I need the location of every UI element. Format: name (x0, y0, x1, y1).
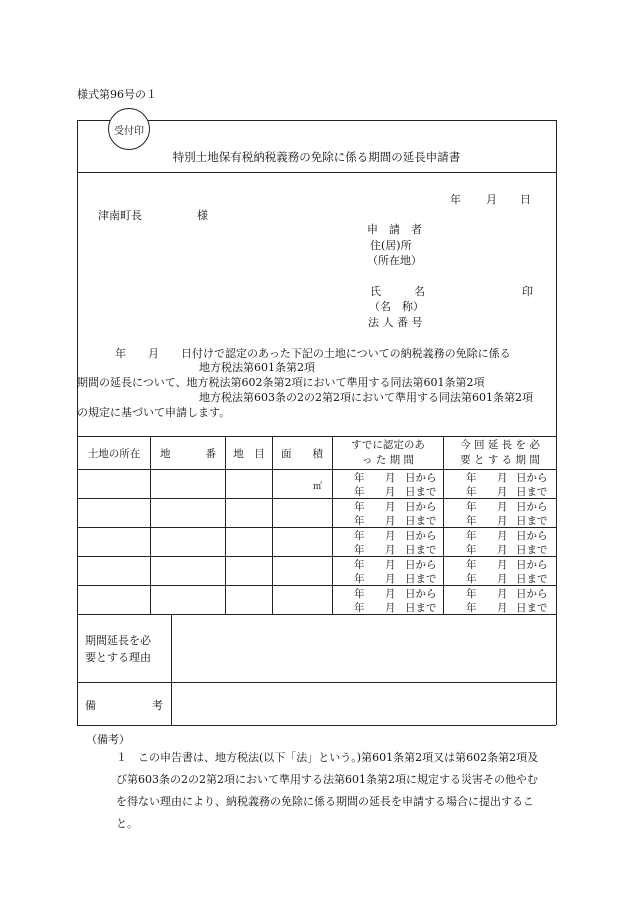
requested-to-day: 日まで (516, 602, 548, 614)
label-col-line (171, 614, 172, 725)
date-month: 月 (486, 193, 497, 206)
header-approved-line1: すでに認定のあ (351, 439, 425, 451)
row-divider (77, 527, 556, 528)
applicant-company-label: （名 称） (369, 300, 424, 313)
approved-to-month: 月 (385, 486, 396, 498)
requested-to-month: 月 (497, 573, 508, 585)
requested-from-month: 月 (497, 501, 508, 513)
approved-to-month: 月 (385, 544, 396, 556)
requested-from-year: 年 (466, 588, 477, 600)
requested-from-day: 日から (516, 472, 548, 484)
requested-to-month: 月 (497, 486, 508, 498)
document-title: 特別土地保有税納税義務の免除に係る期間の延長申請書 (172, 150, 461, 164)
approved-to-day: 日まで (405, 573, 437, 585)
remarks-label-right: 考 (152, 699, 163, 712)
requested-from-month: 月 (497, 472, 508, 484)
approved-from-day: 日から (405, 588, 437, 600)
stamp-label: 受付印 (114, 125, 144, 137)
approved-from-month: 月 (385, 501, 396, 513)
approved-from-month: 月 (385, 588, 396, 600)
requested-from-month: 月 (497, 588, 508, 600)
reception-stamp (108, 108, 150, 150)
approved-to-year: 年 (354, 544, 365, 556)
approved-to-day: 日まで (405, 602, 437, 614)
header-location: 土地の所在 (87, 447, 141, 460)
frame-top (77, 120, 556, 121)
requested-from-month: 月 (497, 530, 508, 542)
body-line-1: 年 月 日付けで認定のあった下記の土地についての納税義務の免除に係る (115, 347, 511, 360)
remarks-label-left: 備 (85, 699, 96, 712)
reason-label-line2: 要とする理由 (85, 651, 151, 664)
table-header-bottom (77, 469, 556, 470)
seal-mark: 印 (522, 285, 533, 298)
approved-from-year: 年 (354, 472, 365, 484)
approved-from-day: 日から (405, 530, 437, 542)
requested-from-month: 月 (497, 559, 508, 571)
reason-label (85, 632, 151, 666)
col-line (150, 436, 151, 614)
approved-to-day: 日まで (405, 515, 437, 527)
approved-to-day: 日まで (405, 544, 437, 556)
requested-from-year: 年 (466, 530, 477, 542)
approved-to-year: 年 (354, 573, 365, 585)
approved-from-day: 日から (405, 501, 437, 513)
notes-item: １ この申告書は、地方税法(以下「法」という。)第601条第2項又は第602条第2項及び第603条の2の2第2項において準用する法第601条第2項に規定する災害その他やむを得ない理由により、納税義務の免除に係る期間の延長を申請する場合に提出すること。 (116, 751, 539, 830)
approved-from-year: 年 (354, 559, 365, 571)
approved-from-month: 月 (385, 472, 396, 484)
requested-to-day: 日まで (516, 515, 548, 527)
applicant-address-label: 住(居)所 (370, 239, 412, 252)
corporate-number-label: 法 人 番 号 (368, 316, 423, 329)
requested-to-year: 年 (466, 486, 477, 498)
body-line-4: の規定に基づいて申請します。 (77, 406, 231, 419)
approved-from-day: 日から (405, 472, 437, 484)
approved-to-month: 月 (385, 515, 396, 527)
approved-to-month: 月 (385, 573, 396, 585)
approved-from-year: 年 (354, 530, 365, 542)
remarks-label (85, 697, 163, 713)
table-bottom (77, 614, 556, 615)
approved-from-month: 月 (385, 559, 396, 571)
date-day: 日 (520, 193, 531, 206)
header-approved-period (333, 437, 443, 469)
header-lot (160, 437, 216, 469)
requested-to-day: 日まで (516, 544, 548, 556)
header-requested-line2: 要 と す る 期 間 (460, 454, 540, 466)
approved-to-year: 年 (354, 515, 365, 527)
body-line-2: 期間の延長について、地方税法第602条第2項において準用する同法第601条第2項 (77, 376, 485, 389)
requested-from-year: 年 (466, 559, 477, 571)
requested-to-year: 年 (466, 515, 477, 527)
approved-from-year: 年 (354, 588, 365, 600)
approved-to-year: 年 (354, 486, 365, 498)
requested-to-year: 年 (466, 573, 477, 585)
header-area (281, 437, 323, 469)
col-line (272, 436, 273, 614)
header-lot-left: 地 (160, 447, 171, 460)
requested-to-month: 月 (497, 515, 508, 527)
notes-heading: （備考） (86, 733, 130, 746)
applicant-heading: 申 請 者 (367, 223, 422, 236)
applicant-name-label: 氏 名 (370, 285, 425, 298)
requested-from-year: 年 (466, 472, 477, 484)
addressee-honorific: 様 (197, 209, 208, 222)
body-line-3-note: 地方税法第603条の2の2第2項において準用する同法第601条第2項 (199, 391, 533, 404)
reason-label-line1: 期間延長を必 (85, 634, 151, 647)
requested-from-day: 日から (516, 530, 548, 542)
header-area-left: 面 (281, 447, 292, 460)
approved-to-month: 月 (385, 602, 396, 614)
frame-right (556, 120, 557, 725)
requested-from-day: 日から (516, 501, 548, 513)
approved-from-day: 日から (405, 559, 437, 571)
date-year: 年 (450, 193, 461, 206)
requested-to-year: 年 (466, 602, 477, 614)
form-number: 様式第96号の１ (77, 88, 157, 101)
approved-to-day: 日まで (405, 486, 437, 498)
area-unit: ㎡ (313, 482, 323, 492)
requested-to-day: 日まで (516, 486, 548, 498)
header-approved-line2: っ た 期 間 (361, 454, 414, 466)
header-lot-right: 番 (205, 447, 216, 460)
requested-from-day: 日から (516, 559, 548, 571)
requested-to-day: 日まで (516, 573, 548, 585)
reason-bottom (77, 682, 556, 683)
applicant-location-label: （所在地） (367, 254, 422, 267)
frame-left (77, 120, 78, 725)
approved-from-month: 月 (385, 530, 396, 542)
row-divider (77, 556, 556, 557)
requested-to-year: 年 (466, 544, 477, 556)
header-category: 地 目 (233, 447, 265, 460)
title-divider (77, 172, 556, 173)
frame-bottom (77, 725, 556, 726)
approved-to-year: 年 (354, 602, 365, 614)
requested-to-month: 月 (497, 602, 508, 614)
requested-from-day: 日から (516, 588, 548, 600)
row-divider (77, 498, 556, 499)
requested-from-year: 年 (466, 501, 477, 513)
header-requested-period (444, 437, 556, 469)
header-requested-line1: 今 回 延 長 を 必 (460, 439, 540, 451)
row-divider (77, 585, 556, 586)
approved-from-year: 年 (354, 501, 365, 513)
header-area-right: 積 (312, 447, 323, 460)
requested-to-month: 月 (497, 544, 508, 556)
addressee-name: 津南町長 (98, 209, 142, 222)
body-line-1-note: 地方税法第601条第2項 (199, 361, 315, 374)
